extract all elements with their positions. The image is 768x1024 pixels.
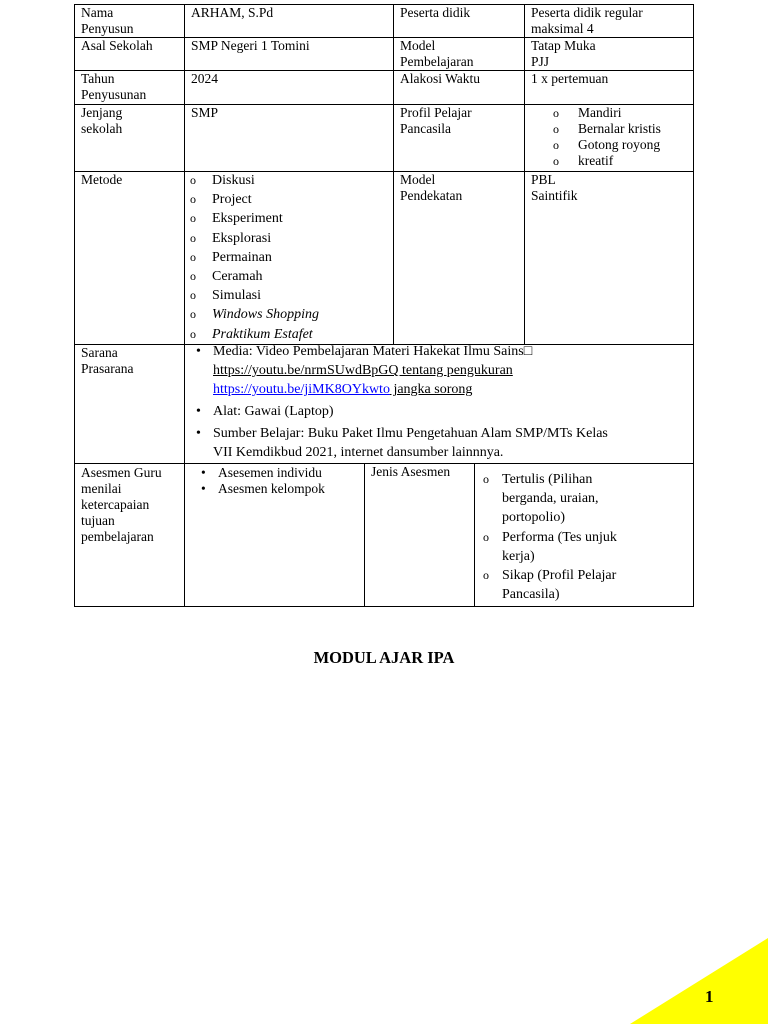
sarana-list: • Media: Video Pembelajaran Materi Hakekat Ilmu Sains□ https://youtu.be/nrmSUwdBpGQ tentang pengukuran https://youtu.be/jiMK8OYkwto jangka sorong • Alat: Gawai (Laptop) • Sumber Belajar: Buku Paket Ilmu Pengetahuan Alam SMP/MTs Kelas VII Kemdikbud 2021, internet dansumber lainnnya. bbox=[196, 344, 608, 461]
video-link-pengukuran[interactable]: https://youtu.be/nrmSUwdBpGQ tentang pengukuran bbox=[213, 363, 513, 379]
page-number: 1 bbox=[705, 987, 714, 1006]
cell-label-asesmen-guru: Asesmen Guru menilai ketercapaian tujuan pembelajaran bbox=[81, 465, 162, 544]
list-item: o Bernalar kristis bbox=[553, 121, 661, 136]
cell-value-alokasi-waktu: 1 x pertemuan bbox=[531, 71, 609, 86]
cell-label-asal-sekolah: Asal Sekolah bbox=[81, 38, 153, 53]
list-item: o Windows Shopping bbox=[190, 307, 319, 323]
list-item: o Tertulis (Pilihan bbox=[483, 472, 593, 487]
cell-label-tahun-penyusunan: Tahun Penyusunan bbox=[81, 71, 147, 102]
cell-label-metode: Metode bbox=[81, 172, 123, 187]
list-item: o kreatif bbox=[553, 153, 614, 168]
list-item: o Diskusi bbox=[190, 173, 255, 188]
cell-value-tahun: 2024 bbox=[191, 71, 218, 86]
list-item: o Praktikum Estafet bbox=[190, 326, 313, 342]
cell-label-peserta-didik: Peserta didik bbox=[400, 5, 471, 20]
list-item: o Eksplorasi bbox=[190, 230, 272, 246]
cell-value-nama: ARHAM, S.Pd bbox=[191, 5, 274, 20]
list-item: o Ceramah bbox=[190, 269, 263, 285]
list-item: • Asesmen kelompok bbox=[201, 481, 325, 496]
cell-value-asal-sekolah: SMP Negeri 1 Tomini bbox=[191, 38, 310, 53]
cell-value-model-pendekatan: PBL Saintifik bbox=[531, 172, 578, 203]
cell-label-jenis-asesmen: Jenis Asesmen bbox=[371, 464, 451, 479]
cell-value-jenjang: SMP bbox=[191, 105, 219, 120]
page-title: MODUL AJAR IPA bbox=[313, 648, 455, 667]
cell-label-nama-penyusun: Nama Penyusun bbox=[81, 5, 134, 36]
yellow-corner-triangle bbox=[630, 938, 768, 1024]
list-item: o Gotong royong bbox=[553, 137, 661, 152]
cell-value-peserta-didik: Peserta didik regular maksimal 4 bbox=[531, 5, 643, 36]
list-item: o Project bbox=[190, 192, 252, 208]
list-item: o Eksperiment bbox=[190, 211, 283, 227]
cell-value-model-pembelajaran: Tatap Muka PJJ bbox=[531, 38, 596, 69]
jenis-asesmen-list: o Tertulis (Pilihan berganda, uraian, portopolio) o Performa (Tes unjuk kerja) o Sikap (Profil Pelajar Pancasila) bbox=[483, 472, 617, 603]
cell-label-alokasi-waktu: Alakosi Waktu bbox=[400, 71, 481, 86]
list-item: o Mandiri bbox=[553, 105, 622, 120]
cell-label-profil-pelajar: Profil Pelajar Pancasila bbox=[400, 105, 472, 136]
list-item: o Sikap (Profil Pelajar bbox=[483, 568, 617, 584]
cell-label-jenjang-sekolah: Jenjang sekolah bbox=[81, 105, 123, 136]
list-item: o Permainan bbox=[190, 249, 272, 265]
cell-label-model-pendekatan: Model Pendekatan bbox=[400, 172, 463, 203]
list-item: • Asesemen individu bbox=[201, 465, 322, 480]
cell-label-model-pembelajaran: Model Pembelajaran bbox=[400, 38, 474, 69]
cell-label-sarana-prasarana: Sarana Prasarana bbox=[81, 345, 134, 376]
list-item: • Media: Video Pembelajaran Materi Hakekat Ilmu Sains□ bbox=[196, 344, 533, 359]
list-item: o Simulasi bbox=[190, 288, 262, 304]
list-item: • Alat: Gawai (Laptop) bbox=[196, 403, 334, 419]
list-item: • Sumber Belajar: Buku Paket Ilmu Pengetahuan Alam SMP/MTs Kelas bbox=[196, 425, 608, 441]
video-link-jangka-sorong[interactable]: https://youtu.be/jiMK8OYkwto bbox=[213, 382, 390, 398]
list-item: o Performa (Tes unjuk bbox=[483, 529, 617, 545]
